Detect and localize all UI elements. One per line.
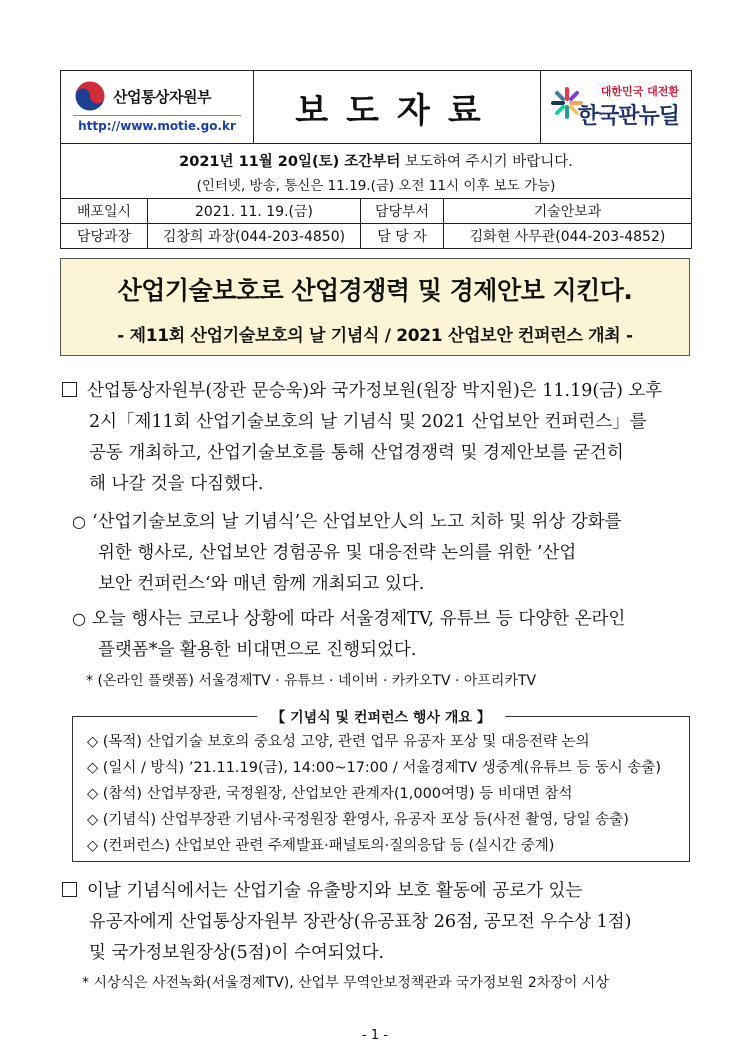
paragraph-line: ‘산업기술보호의 날 기념식’은 산업보안人의 노고 치하 및 위상 강화를 xyxy=(92,512,622,532)
embargo-date: 2021년 11월 20일(토) 조간부터 xyxy=(179,154,401,170)
paragraph-line: 공동 개최하고, 산업기술보호를 통해 산업경쟁력 및 경제안보를 굳건히 xyxy=(89,443,624,463)
square-bullet-icon xyxy=(62,382,77,397)
page-number: - 1 - xyxy=(362,1028,388,1043)
paragraph-line: 산업통상자원부(장관 문승욱)와 국가정보원(원장 박지원)은 11.19(금) 오후 xyxy=(87,381,663,401)
embargo-text: 보도하여 주시기 바랍니다. xyxy=(400,154,573,170)
body-paragraph-2 xyxy=(62,876,694,969)
document-type-title: 보도자료 xyxy=(254,71,541,143)
paragraph-line: 유공자에게 산업통상자원부 장관상(유공표창 26점, 공모전 우수상 1점) xyxy=(89,912,632,932)
info-value: 기술안보과 xyxy=(533,204,602,220)
info-key: 담당부서 xyxy=(361,199,444,223)
info-row xyxy=(61,223,691,248)
footnote-online-platforms: * (온라인 플랫폼) 서울경제TV · 유튜브 · 네이버 · 카카오TV · 아프리카TV xyxy=(86,673,537,689)
overview-item: ◇ (일시 / 방식) ’21.11.19(금), 14:00~17:00 / 서울경제TV 생중계(유튜브 등 동시 송출) xyxy=(87,760,661,776)
taegeuk-emblem-icon xyxy=(73,79,107,113)
headline-subtitle: - 제11회 산업기술보호의 날 기념식 / 2021 산업보안 컨퍼런스 개최 - xyxy=(117,326,633,346)
header-top-row xyxy=(61,71,691,144)
info-key: 배포일시 xyxy=(61,199,148,223)
circle-bullet-icon: ○ xyxy=(72,512,86,531)
overview-title: 【 기념식 및 컨퍼런스 행사 개요 】 xyxy=(257,707,505,727)
overview-list xyxy=(87,729,661,859)
paragraph-line: 이날 기념식에서는 산업기술 유출방지와 보호 활동에 공로가 있는 xyxy=(87,881,583,901)
body-paragraph-1 xyxy=(62,376,694,500)
brand-subtitle: 대한민국 대전환 xyxy=(600,85,679,98)
ministry-logo-block xyxy=(61,71,254,143)
paragraph-line: 및 국가정보원장상(5점)이 수여되었다. xyxy=(89,943,385,963)
paragraph-line: 위한 행사로, 산업보안 경험공유 및 대응전략 논의를 위한 ’산업 xyxy=(98,543,577,563)
headline-banner xyxy=(60,258,690,356)
sub-paragraph-1 xyxy=(72,506,692,600)
korean-new-deal-logo xyxy=(541,71,691,143)
info-value: 김창희 과장(044-203-4850) xyxy=(148,224,361,248)
embargo-online-note: (인터넷, 방송, 통신은 11.19.(금) 오전 11시 이후 보도 가능) xyxy=(196,178,556,194)
paragraph-line: 플랫폼*을 활용한 비대면으로 진행되었다. xyxy=(98,640,417,660)
ministry-name: 산업통상자원부 xyxy=(113,87,211,106)
info-row xyxy=(61,199,691,223)
footnote-ceremony: * 시상식은 사전녹화(서울경제TV), 산업부 무역안보정책관과 국가정보원 2차장이 시상 xyxy=(82,975,609,991)
overview-item: ◇ (기념식) 산업부장관 기념사·국정원장 환영사, 유공자 포상 등(사전 촬영, 당일 송출) xyxy=(87,812,629,828)
paragraph-line: 오늘 행사는 코로나 상황에 따라 서울경제TV, 유튜브 등 다양한 온라인 xyxy=(92,609,626,629)
info-value: 김화현 사무관(044-203-4852) xyxy=(469,229,666,245)
paragraph-line: 보안 컨퍼런스‘와 매년 함께 개최되고 있다. xyxy=(98,574,425,594)
overview-item: ◇ (컨퍼런스) 산업보안 관련 주제발표·패널토의·질의응답 등 (실시간 중계) xyxy=(87,838,555,854)
square-bullet-icon xyxy=(62,882,77,897)
paragraph-line: 2시「제11회 산업기술보호의 날 기념식 및 2021 산업보안 컨퍼런스」를 xyxy=(89,412,647,432)
info-key: 담당과장 xyxy=(61,224,148,248)
info-key: 담 당 자 xyxy=(361,224,444,248)
paragraph-line: 해 나갈 것을 다짐했다. xyxy=(89,474,264,494)
sub-paragraph-2 xyxy=(72,603,692,666)
ministry-url-link[interactable]: http://www.motie.go.kr xyxy=(73,115,241,133)
embargo-notice xyxy=(61,144,691,199)
overview-item: ◇ (참석) 산업부장관, 국정원장, 산업보안 관계자(1,000여명) 등 비대면 참석 xyxy=(87,786,573,802)
event-overview-box xyxy=(72,710,690,862)
info-value: 2021. 11. 19.(금) xyxy=(148,199,361,223)
press-release-header xyxy=(60,70,692,249)
overview-item: ◇ (목적) 산업기술 보호의 중요성 고양, 관련 업무 유공자 포상 및 대응전략 논의 xyxy=(87,734,590,750)
circle-bullet-icon: ○ xyxy=(72,609,86,628)
headline-title: 산업기술보호로 산업경쟁력 및 경제안보 지킨다. xyxy=(117,276,633,305)
brand-title: 한국판뉴딜 xyxy=(577,104,679,129)
